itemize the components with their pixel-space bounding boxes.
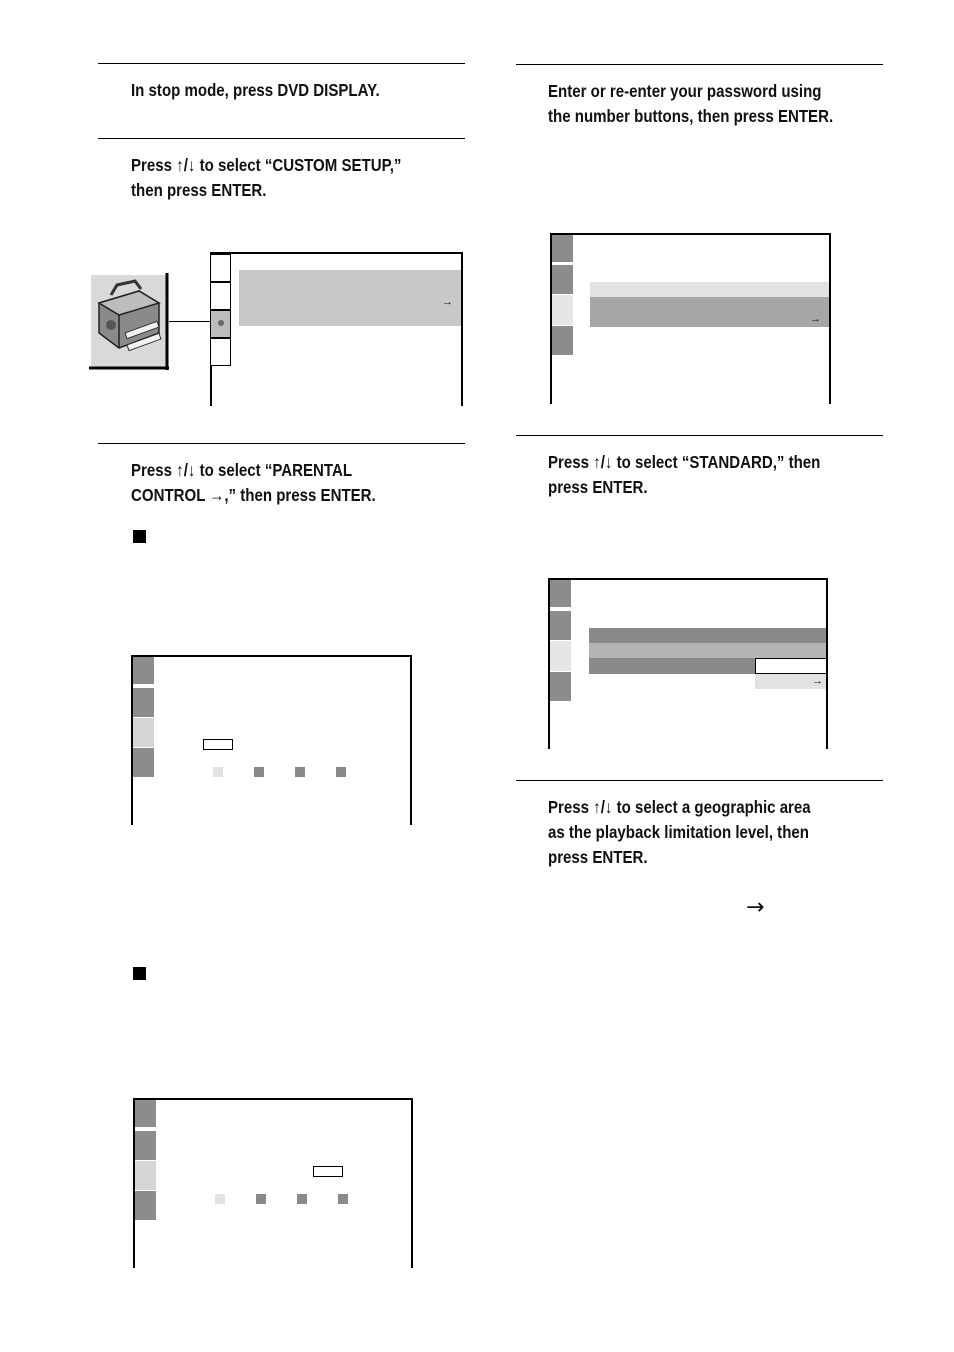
osd1-tab-4	[210, 338, 231, 366]
black-square-bullet-2	[133, 967, 146, 980]
rule-step-1	[98, 63, 465, 64]
osd-setup-menu	[210, 252, 463, 406]
osd2-tab-4	[133, 748, 154, 778]
rule-step-3	[98, 443, 465, 444]
osd2-tab-1	[133, 657, 154, 685]
osd2-digit-3	[295, 767, 305, 777]
osd2-tab-2	[133, 688, 154, 718]
osd-parental-control	[550, 233, 831, 404]
osd-password-entry-2	[133, 1098, 413, 1268]
osd4-tab-4	[552, 326, 573, 356]
step-5-line-2: press ENTER.	[548, 477, 648, 497]
step-2-line-1: Press ↑/↓ to select “CUSTOM SETUP,”	[131, 155, 402, 175]
osd3-ok-box	[313, 1166, 343, 1177]
osd5-row-3	[589, 658, 755, 674]
step-1-text: In stop mode, press DVD DISPLAY.	[131, 80, 380, 100]
osd2-digit-1	[213, 767, 223, 777]
osd2-tab-3	[133, 718, 154, 748]
osd2-digit-2	[254, 767, 264, 777]
step-6-line-2: as the playback limitation level, then	[548, 822, 809, 842]
osd3-tab-2	[135, 1131, 156, 1161]
osd5-dropdown-box	[755, 658, 827, 674]
osd1-tab-3-dot	[218, 320, 224, 326]
osd5-row-2	[589, 643, 826, 658]
toolbox-icon	[89, 273, 169, 370]
osd1-tab-2	[210, 282, 231, 310]
osd3-tab-1	[135, 1100, 156, 1128]
step-3-line-2: CONTROL →,” then press ENTER.	[131, 485, 376, 505]
osd4-row-selected	[590, 297, 829, 327]
osd-password-entry-1	[131, 655, 412, 825]
osd1-arrow: →	[442, 296, 453, 308]
osd4-row-light	[590, 282, 829, 297]
osd4-arrow: →	[810, 313, 821, 325]
osd3-tab-3	[135, 1161, 156, 1191]
step-5-line-1: Press ↑/↓ to select “STANDARD,” then	[548, 452, 821, 472]
osd3-digit-3	[297, 1194, 307, 1204]
osd2-digit-4	[336, 767, 346, 777]
step-4-line-1: Enter or re-enter your password using	[548, 81, 822, 101]
osd3-digit-4	[338, 1194, 348, 1204]
osd5-arrow: →	[812, 675, 823, 687]
step-3-line-1: Press ↑/↓ to select “PARENTAL	[131, 460, 353, 480]
rule-step-5	[516, 435, 883, 436]
osd3-digit-2	[256, 1194, 266, 1204]
osd1-highlight-bar	[239, 270, 461, 326]
rule-step-2	[98, 138, 465, 139]
osd5-tab-3	[550, 641, 571, 672]
osd3-tab-4	[135, 1191, 156, 1221]
osd4-tab-1	[552, 235, 573, 263]
osd5-tab-4	[550, 672, 571, 702]
osd3-digit-1	[215, 1194, 225, 1204]
rule-step-4	[516, 64, 883, 65]
osd-standard-menu	[548, 578, 828, 749]
osd4-tab-2	[552, 265, 573, 295]
rule-step-6	[516, 780, 883, 781]
osd5-tab-2	[550, 611, 571, 641]
osd1-tab-1	[210, 254, 231, 282]
black-square-bullet	[133, 530, 146, 543]
step-6-line-3: press ENTER.	[548, 847, 648, 867]
step-2-line-2: then press ENTER.	[131, 180, 267, 200]
osd4-tab-3	[552, 295, 573, 326]
osd2-ok-box	[203, 739, 233, 750]
step-6-line-1: Press ↑/↓ to select a geographic area	[548, 797, 811, 817]
osd5-row-1	[589, 628, 826, 643]
step-4-line-2: the number buttons, then press ENTER.	[548, 106, 834, 126]
osd5-tab-1	[550, 580, 571, 608]
standalone-arrow: →	[746, 895, 765, 920]
